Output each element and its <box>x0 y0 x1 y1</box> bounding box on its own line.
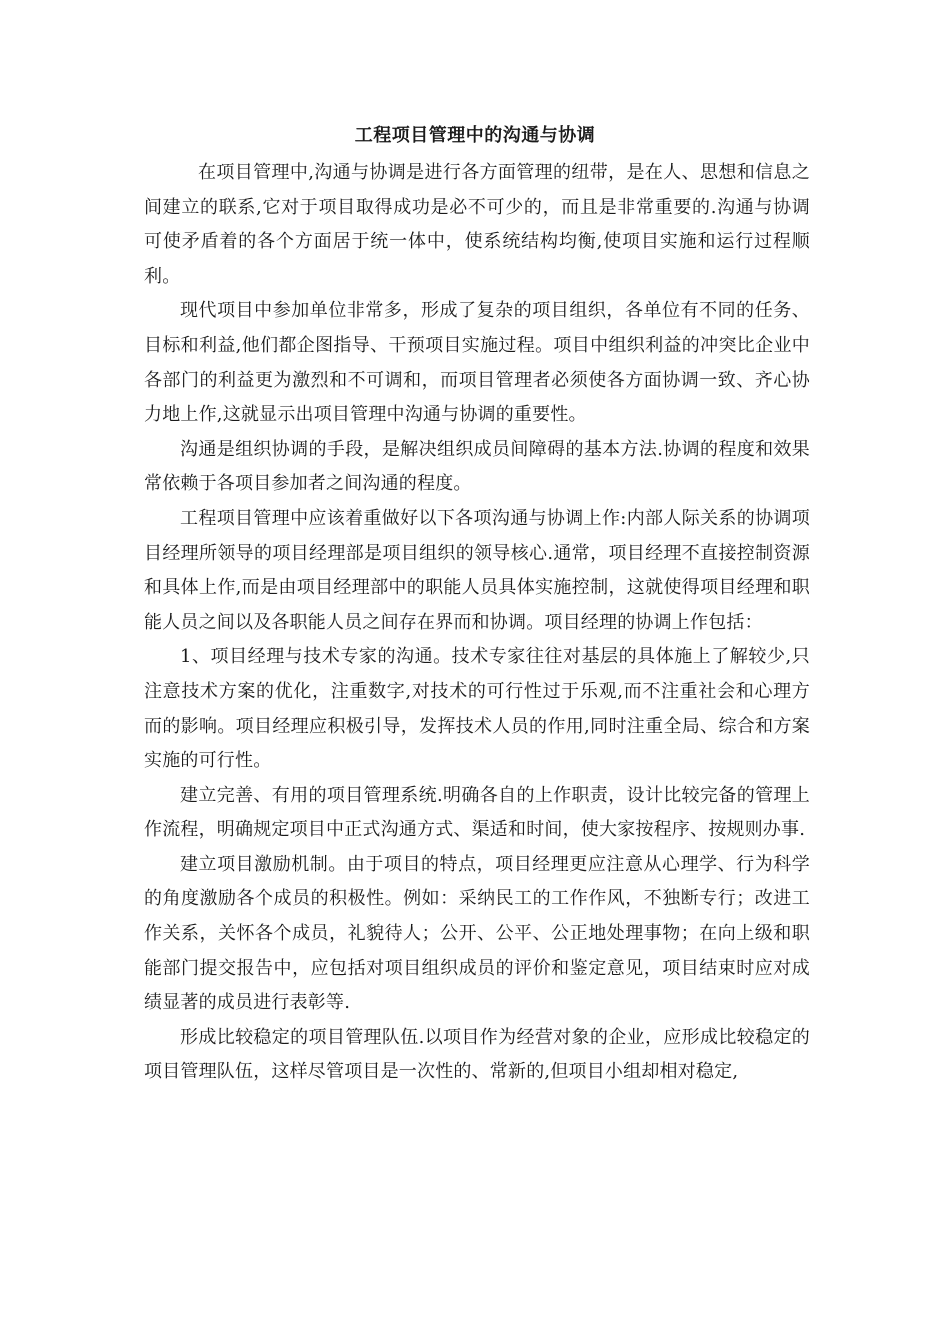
document-body <box>144 156 810 1090</box>
document-title: 工程项目管理中的沟通与协调 <box>354 125 596 146</box>
paragraph-internal-coordination: 工程项目管理中应该着重做好以下各项沟通与协调上作:内部人际关系的协调项目经理所领导的项目经理部是项目组织的领导核心.通常，项目经理不直接控制资源和具体上作,而是由项目经理部中的职能人员具体实施控制，这就使得项目经理和职能人员之间以及各职能人员之间存在界而和协调。项目经理的协调上作包括： <box>144 507 810 633</box>
paragraph-communication-means: 沟通是组织协调的手段，是解决组织成员间障碍的基本方法.协调的程度和效果常依赖于各项目参加者之间沟通的程度。 <box>144 438 810 495</box>
paragraph-technical-experts: 1、项目经理与技术专家的沟通。技术专家往往对基层的具体施上了解较少,只注意技术方案的优化，注重数字,对技术的可行性过于乐观,而不注重社会和心理方而的影响。项目经理应积极引导，发挥技术人员的作用,同时注重全局、综合和方案实施的可行性。 <box>144 646 810 772</box>
paragraph-modern-projects: 现代项目中参加单位非常多，形成了复杂的项目组织，各单位有不同的任务、目标和利益,他们都企图指导、干预项目实施过程。项目中组织利益的冲突比企业中各部门的利益更为激烈和不可调和，而项目管理者必须使各方面协调一致、齐心协力地上作,这就显示出项目管理中沟通与协调的重要性。 <box>144 300 810 426</box>
paragraph-management-system: 建立完善、有用的项目管理系统.明确各自的上作职责，设计比较完备的管理上作流程，明确规定项目中正式沟通方式、渠适和时间，使大家按程序、按规则办事. <box>144 784 810 841</box>
paragraph-stable-team: 形成比较稳定的项目管理队伍.以项目作为经营对象的企业，应形成比较稳定的项目管理队伍，这样尽管项目是一次性的、常新的,但项目小组却相对稳定, <box>144 1026 810 1083</box>
paragraph-intro: 在项目管理中,沟通与协调是进行各方面管理的纽带，是在人、思想和信息之间建立的联系,它对于项目取得成功是必不可少的，而且是非常重要的.沟通与协调可使矛盾着的各个方面居于统一体中，使系统结构均衡,使项目实施和运行过程顺利。 <box>144 162 810 287</box>
paragraph-incentive-mechanism: 建立项目激励机制。由于项目的特点，项目经理更应注意从心理学、行为科学的角度激励各个成员的积极性。例如：采纳民工的工作作风，不独断专行；改进工作关系，关怀各个成员，礼貌待人；公开、公平、公正地处理事物；在向上级和职能部门提交报告中，应包括对项目组织成员的评价和鉴定意见，项目结束时应对成绩显著的成员进行表彰等. <box>144 853 810 1014</box>
